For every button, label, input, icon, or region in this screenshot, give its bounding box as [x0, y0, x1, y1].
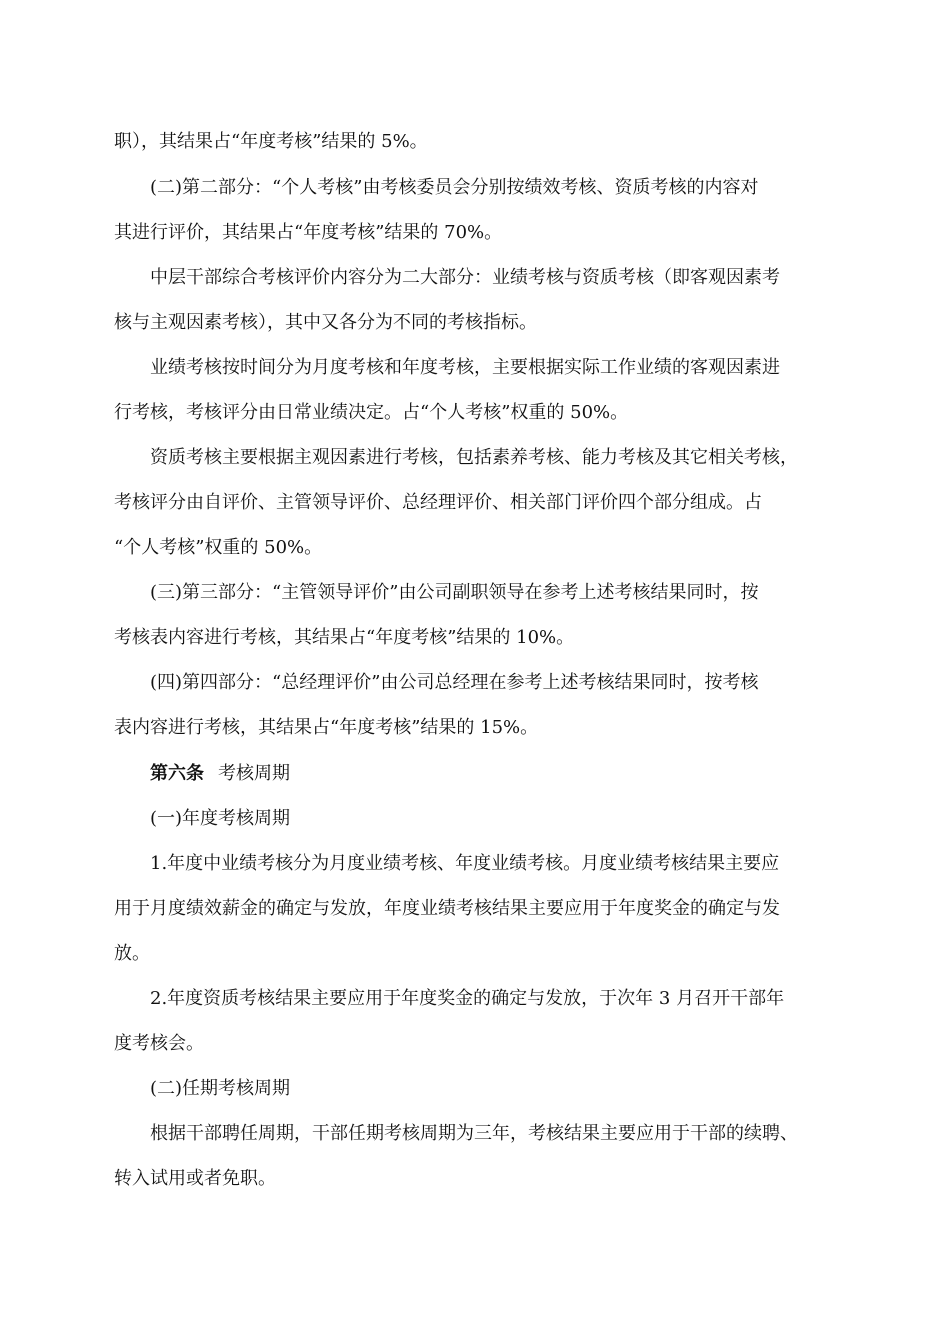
paragraph-line: 1.年度中业绩考核分为月度业绩考核、年度业绩考核。月度业绩考核结果主要应: [150, 853, 780, 874]
paragraph-line: 行考核，考核评分由日常业绩决定。占“个人考核”权重的 50%。: [114, 402, 629, 423]
paragraph-line: 表内容进行考核，其结果占“年度考核”结果的 15%。: [114, 717, 539, 738]
paragraph-line: 放。: [114, 943, 150, 964]
article-number: 第六条: [150, 763, 204, 784]
paragraph-line: 职），其结果占“年度考核”结果的 5%。: [114, 131, 428, 152]
paragraph-line: 转入试用或者免职。: [114, 1168, 276, 1189]
article-title: 考核周期: [218, 763, 290, 784]
paragraph-line: (四)第四部分：“总经理评价”由公司总经理在参考上述考核结果同时，按考核: [150, 672, 759, 693]
paragraph-line: 根据干部聘任周期，干部任期考核周期为三年，考核结果主要应用于干部的续聘、: [150, 1123, 798, 1144]
article-heading: [150, 762, 290, 786]
section-heading: (一)年度考核周期: [150, 808, 291, 829]
paragraph-line: “个人考核”权重的 50%。: [114, 537, 323, 558]
paragraph-line: (三)第三部分：“主管领导评价”由公司副职领导在参考上述考核结果同时，按: [150, 582, 759, 603]
paragraph-line: 核与主观因素考核），其中又各分为不同的考核指标。: [114, 312, 537, 333]
paragraph-line: 度考核会。: [114, 1033, 204, 1054]
paragraph-line: 考核评分由自评价、主管领导评价、总经理评价、相关部门评价四个部分组成。占: [114, 492, 762, 513]
paragraph-line: 资质考核主要根据主观因素进行考核，包括素养考核、能力考核及其它相关考核，: [150, 447, 798, 468]
paragraph-line: 中层干部综合考核评价内容分为二大部分：业绩考核与资质考核（即客观因素考: [150, 267, 780, 288]
paragraph-line: (二)第二部分：“个人考核”由考核委员会分别按绩效考核、资质考核的内容对: [150, 177, 759, 198]
section-heading: (二)任期考核周期: [150, 1078, 291, 1099]
paragraph-line: 业绩考核按时间分为月度考核和年度考核，主要根据实际工作业绩的客观因素进: [150, 357, 780, 378]
paragraph-line: 2.年度资质考核结果主要应用于年度奖金的确定与发放，于次年 3 月召开干部年: [150, 988, 785, 1009]
paragraph-line: 其进行评价，其结果占“年度考核”结果的 70%。: [114, 222, 503, 243]
paragraph-line: 考核表内容进行考核，其结果占“年度考核”结果的 10%。: [114, 627, 575, 648]
paragraph-line: 用于月度绩效薪金的确定与发放，年度业绩考核结果主要应用于年度奖金的确定与发: [114, 898, 780, 919]
